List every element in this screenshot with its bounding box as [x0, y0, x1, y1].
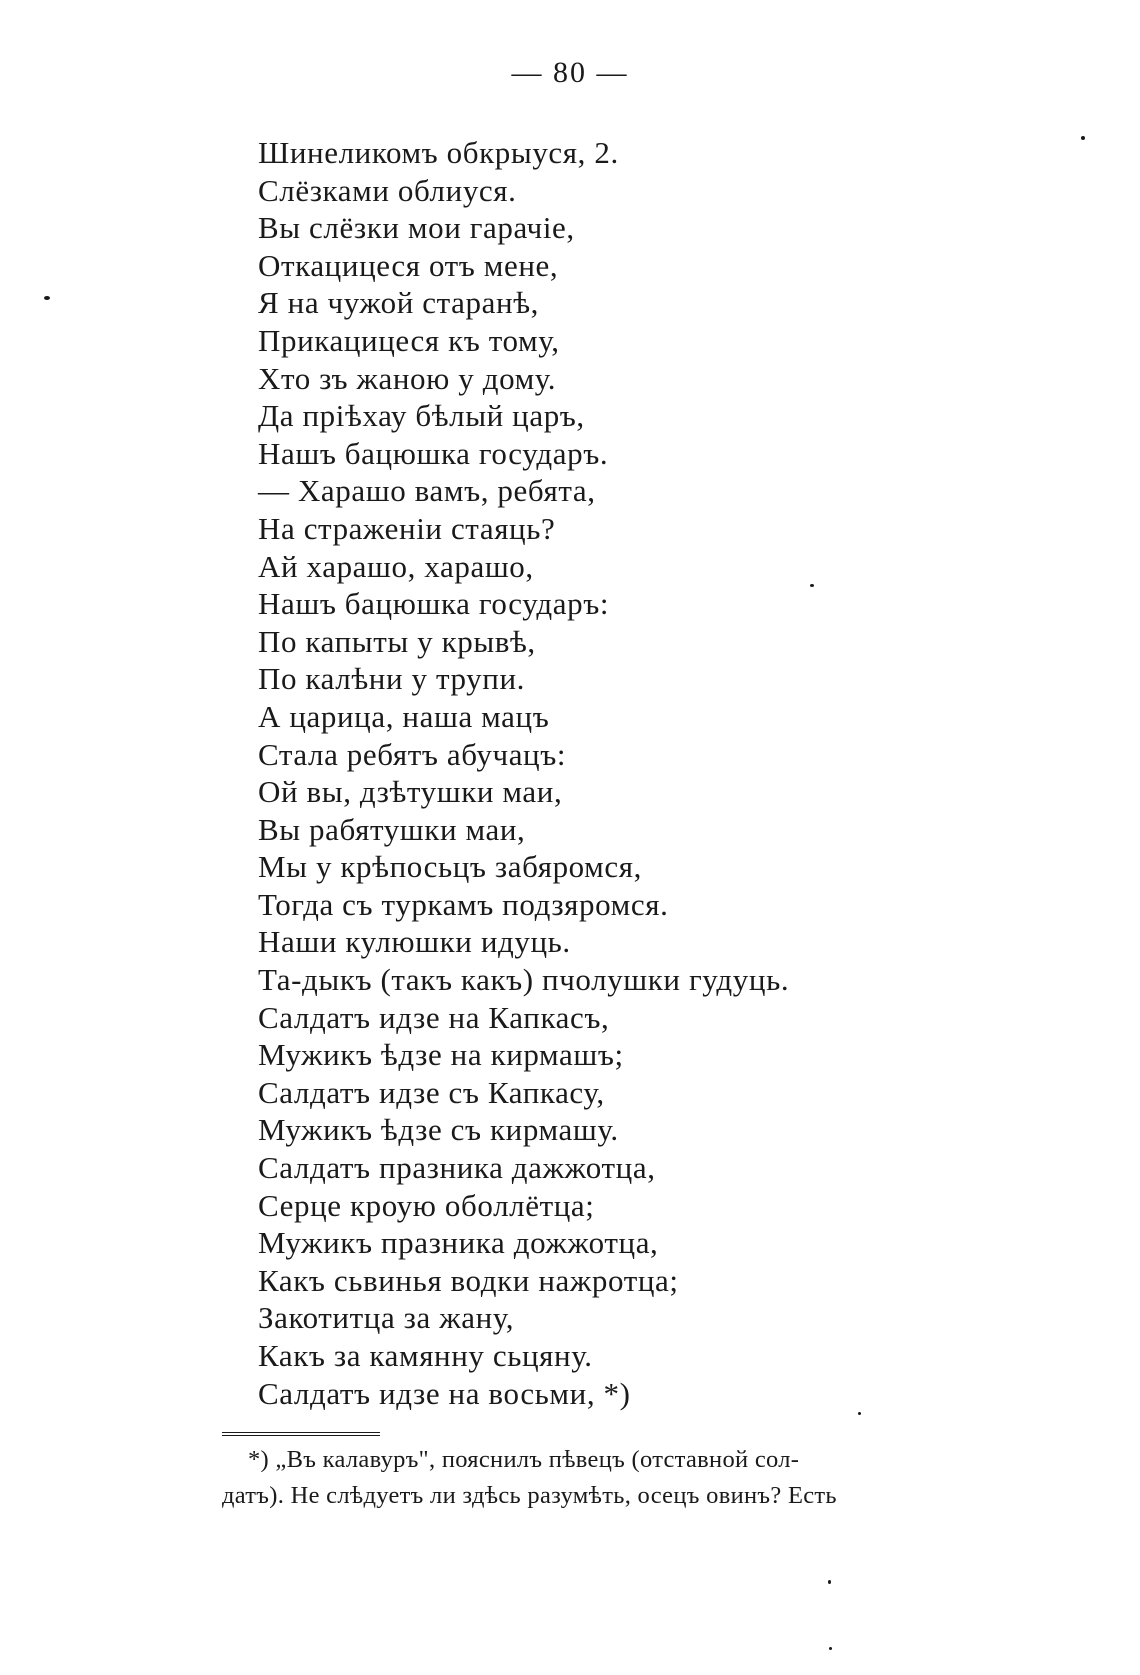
- verse-line: Какъ за камянну сьцяну.: [258, 1338, 593, 1373]
- verse-line: Та-дыкъ (такъ какъ) пчолушки гудуць.: [258, 962, 790, 998]
- verse-line: Салдатъ празника дажжотца,: [258, 1150, 656, 1186]
- footnote-line: датъ). Не слѣдуетъ ли здѣсь разумѣть, осецъ овинъ? Есть: [222, 1482, 837, 1509]
- scan-speck: [829, 1647, 832, 1650]
- verse-line: Закотитца за жану,: [258, 1300, 515, 1336]
- verse-line: Мужикъ ѣдзе на кирмашъ;: [258, 1037, 624, 1073]
- verse-line: А царица, наша мацъ: [258, 698, 550, 734]
- verse-line: Мы у крѣпосьцъ забяромся,: [258, 849, 642, 885]
- verse-line: Ай харашо, харашо,: [258, 548, 534, 584]
- verse-line: По капыты у крывѣ,: [258, 623, 536, 659]
- verse-line: Наши кулюшки идуць.: [258, 924, 571, 960]
- verse-line: Слёзками облиуся.: [258, 172, 517, 208]
- scan-speck: [858, 1412, 861, 1415]
- verse-line: Вы рабятушки маи,: [258, 811, 526, 847]
- verse-block: [258, 134, 1078, 1412]
- verse-line: Вы слёзки мои гарачіе,: [258, 210, 575, 246]
- footnote: [222, 1442, 928, 1514]
- verse-line: Тогда съ туркамъ подзяромся.: [258, 886, 669, 922]
- footnote-separator: [222, 1432, 380, 1438]
- verse-line: Шинеликомъ обкрыуся, 2.: [258, 135, 619, 170]
- verse-line: Нашъ бацюшка государъ:: [258, 586, 610, 622]
- verse-line: Стала ребятъ абучацъ:: [258, 736, 567, 772]
- verse-line: Да пріѣхау бѣлый царъ,: [258, 398, 585, 434]
- verse-line: Салдатъ идзе съ Капкасу,: [258, 1074, 605, 1110]
- verse-line: Хто зъ жаною у дому.: [258, 360, 557, 396]
- verse-line: Мужикъ празника дожжотца,: [258, 1225, 659, 1261]
- verse-line: На страженіи стаяць?: [258, 510, 556, 546]
- scan-speck: [44, 296, 50, 300]
- verse-line: — Харашо вамъ, ребята,: [258, 473, 596, 509]
- verse-line: Мужикъ ѣдзе съ кирмашу.: [258, 1112, 619, 1148]
- footnote-line: *) „Въ калавуръ", пояснилъ пѣвецъ (отставной сол-: [248, 1446, 800, 1473]
- verse-line: Прикацицеся къ тому,: [258, 322, 560, 358]
- scan-speck: [828, 1580, 831, 1584]
- verse-line: Нашъ бацюшка государъ.: [258, 435, 609, 471]
- scan-speck: [810, 584, 814, 587]
- verse-line: Я на чужой старанѣ,: [258, 285, 539, 321]
- verse-line: Откацицеся отъ мене,: [258, 247, 559, 283]
- verse-line: Серце кроую оболлётца;: [258, 1187, 595, 1223]
- verse-line: Салдатъ идзе на Капкасъ,: [258, 999, 610, 1035]
- verse-line: Ой вы, дзѣтушки маи,: [258, 774, 563, 810]
- verse-line: По калѣни у трупи.: [258, 661, 525, 697]
- page-number: — 80 —: [511, 56, 629, 89]
- scan-speck: [1081, 136, 1085, 140]
- verse-line: Салдатъ идзе на восьми, *): [258, 1375, 631, 1411]
- verse-line: Какъ сьвинья водки нажротца;: [258, 1262, 679, 1298]
